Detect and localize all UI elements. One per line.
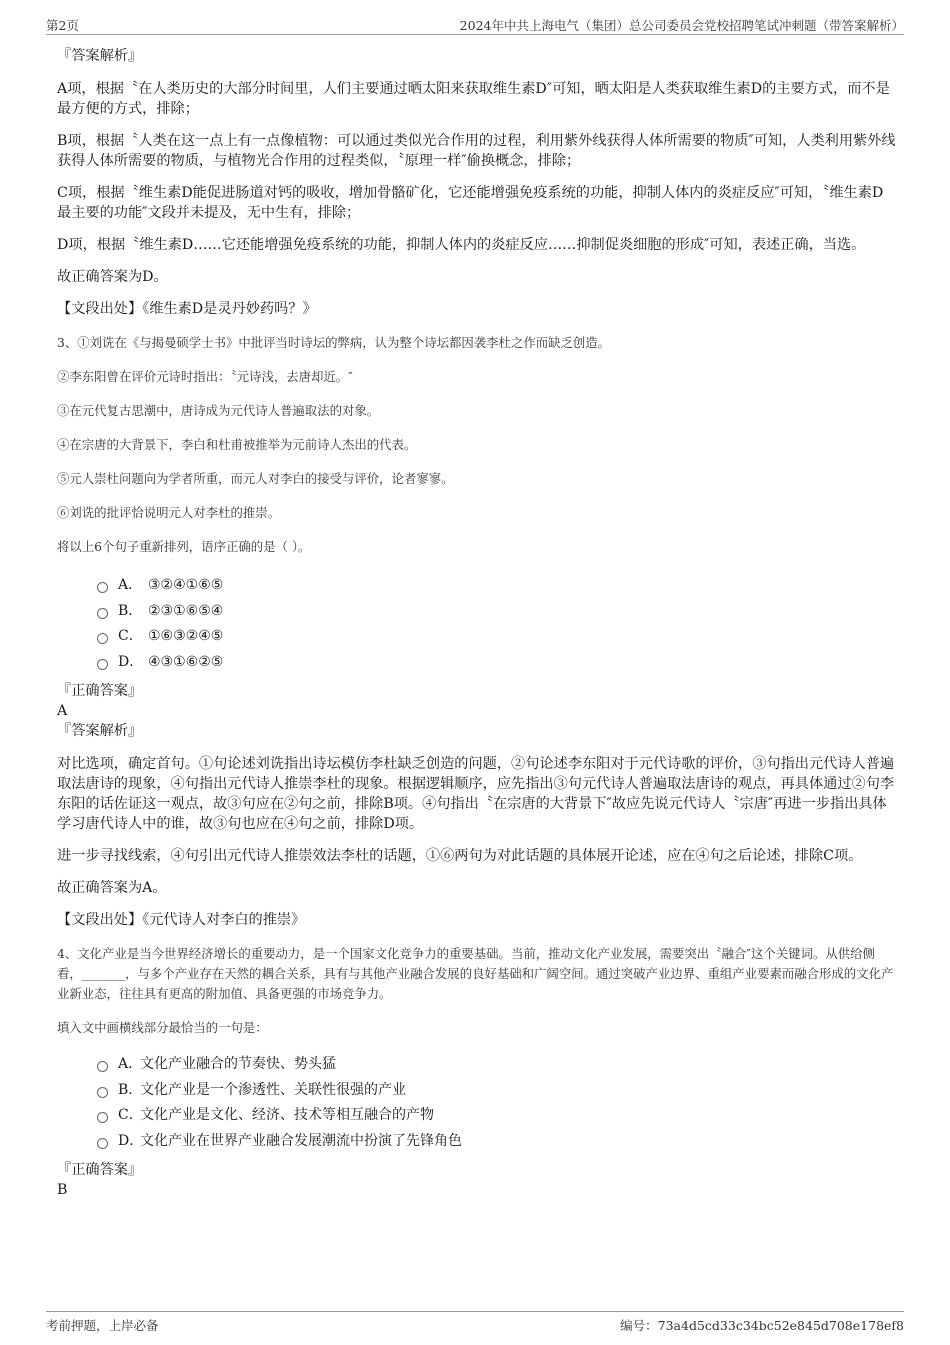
question-sentence: ②李东阳曾在评价元诗时指出：〝元诗浅，去唐却近。″	[57, 369, 353, 384]
analysis-paragraph: 进一步寻找线索，④句引出元代诗人推崇效法李杜的话题，①⑥两句为对此话题的具体展开论述，应在④句之后论述，排除C项。	[57, 848, 863, 864]
analysis-label: 『答案解析』	[57, 723, 143, 739]
answer-label: 『正确答案』	[57, 1162, 143, 1178]
question-sentence: ⑤元人崇杜问题向为学者所重，而元人对李白的接受与评价，论者寥寥。	[57, 471, 454, 486]
option-a[interactable]: A． 文化产业融合的节奏快、势头猛	[97, 1052, 897, 1078]
page-footer	[46, 1311, 904, 1336]
radio-icon[interactable]	[97, 1112, 108, 1123]
option-a[interactable]: A． ③②④①⑥⑤	[97, 573, 897, 599]
radio-icon[interactable]	[97, 608, 108, 619]
footer-slogan: 考前押题，上岸必备	[46, 1318, 159, 1333]
page-number: 第2页	[46, 18, 79, 33]
answer-label: 『正确答案』	[57, 683, 143, 699]
analysis-paragraph: D项，根据〝维生素D……它还能增强免疫系统的功能，抑制人体内的炎症反应……抑制促炎细胞的形成″可知，表述正确，当选。	[57, 237, 866, 253]
correct-answer-statement: 故正确答案为D。	[57, 269, 168, 285]
option-d[interactable]: D． 文化产业在世界产业融合发展潮流中扮演了先锋角色	[97, 1129, 897, 1155]
document-title: 2024年中共上海电气（集团）总公司委员会党校招聘笔试冲刺题（带答案解析）	[459, 18, 904, 33]
radio-icon[interactable]	[97, 1138, 108, 1149]
option-c[interactable]: C． 文化产业是文化、经济、技术等相互融合的产物	[97, 1103, 897, 1129]
radio-icon[interactable]	[97, 582, 108, 593]
page-content	[57, 46, 897, 1200]
answer-value: A	[57, 703, 68, 719]
option-b[interactable]: B． 文化产业是一个渗透性、关联性很强的产业	[97, 1078, 897, 1104]
question-sentence: 3、①刘诜在《与揭曼硕学士书》中批评当时诗坛的弊病，认为整个诗坛都因袭李杜之作而缺乏创造。	[57, 335, 611, 350]
question-sentence: ③在元代复古思潮中，唐诗成为元代诗人普遍取法的对象。	[57, 403, 380, 418]
option-b[interactable]: B． ②③①⑥⑤④	[97, 599, 897, 625]
analysis-paragraph: C项，根据〝维生素D能促进肠道对钙的吸收，增加骨骼矿化，它还能增强免疫系统的功能，抑制人体内的炎症反应″可知，〝维生素D最主要的功能″文段并未提及，无中生有，排除；	[57, 185, 884, 221]
source-citation: 【文段出处】《元代诗人对李白的推崇》	[57, 912, 306, 928]
analysis-paragraph: B项，根据〝人类在这一点上有一点像植物：可以通过类似光合作用的过程，利用紫外线获得人体所需要的物质″可知，人类利用紫外线获得人体所需要的物质，与植物光合作用的过程类似，〝原理一样″偷换概念，排除；	[57, 133, 896, 169]
radio-icon[interactable]	[97, 1087, 108, 1098]
radio-icon[interactable]	[97, 659, 108, 670]
question-prompt: 将以上6个句子重新排列，语序正确的是（ ）。	[57, 539, 311, 554]
analysis-paragraph: 对比选项，确定首句。①句论述刘诜指出诗坛模仿李杜缺乏创造的问题，②句论述李东阳对于元代诗歌的评价，③句指出元代诗人普遍取法唐诗的现象，④句指出元代诗人推崇李杜的现象。根据逻辑顺序，应先指出③句元代诗人普遍取法唐诗的观点，再具体通过②句李东阳的话佐证这一观点，故③句应在②句之前，排除B项。④句指出〝在宗唐的大背景下″故应先说元代诗人〝宗唐″再进一步指出具体学习唐代诗人中的谁，故③句也应在④句之前，排除D项。	[57, 756, 895, 832]
analysis-paragraph: A项，根据〝在人类历史的大部分时间里，人们主要通过晒太阳来获取维生素D″可知，晒太阳是人类获取维生素D的主要方式，而不是最方便的方式，排除；	[57, 81, 890, 117]
correct-answer-statement: 故正确答案为A。	[57, 880, 167, 896]
source-citation: 【文段出处】《维生素D是灵丹妙药吗？》	[57, 301, 317, 317]
question-sentence: ④在宗唐的大背景下，李白和杜甫被推举为元前诗人杰出的代表。	[57, 437, 417, 452]
radio-icon[interactable]	[97, 633, 108, 644]
analysis-label: 『答案解析』	[57, 48, 143, 64]
page-header	[46, 14, 904, 35]
question-sentence: ⑥刘诜的批评恰说明元人对李杜的推崇。	[57, 505, 281, 520]
radio-icon[interactable]	[97, 1061, 108, 1072]
option-list	[97, 1052, 897, 1154]
answer-value: B	[57, 1182, 68, 1198]
document-id: 编号：73a4d5cd33c34bc52e845d708e178ef8	[620, 1318, 904, 1333]
question-passage: 4、文化产业是当今世界经济增长的重要动力，是一个国家文化竞争力的重要基础。当前，推动文化产业发展，需要突出〝融合″这个关键词。从供给侧看，_______，与多个产业存在天然的耦合关系，具有与其他产业融合发展的良好基础和广阔空间。通过突破产业边界、重组产业要素而融合形成的文化产业新业态，往往具有更高的附加值、具备更强的市场竞争力。	[57, 946, 894, 1001]
option-d[interactable]: D． ④③①⑥②⑤	[97, 650, 897, 676]
option-list	[97, 573, 897, 675]
option-c[interactable]: C． ①⑥③②④⑤	[97, 624, 897, 650]
question-prompt: 填入文中画横线部分最恰当的一句是：	[57, 1020, 268, 1035]
